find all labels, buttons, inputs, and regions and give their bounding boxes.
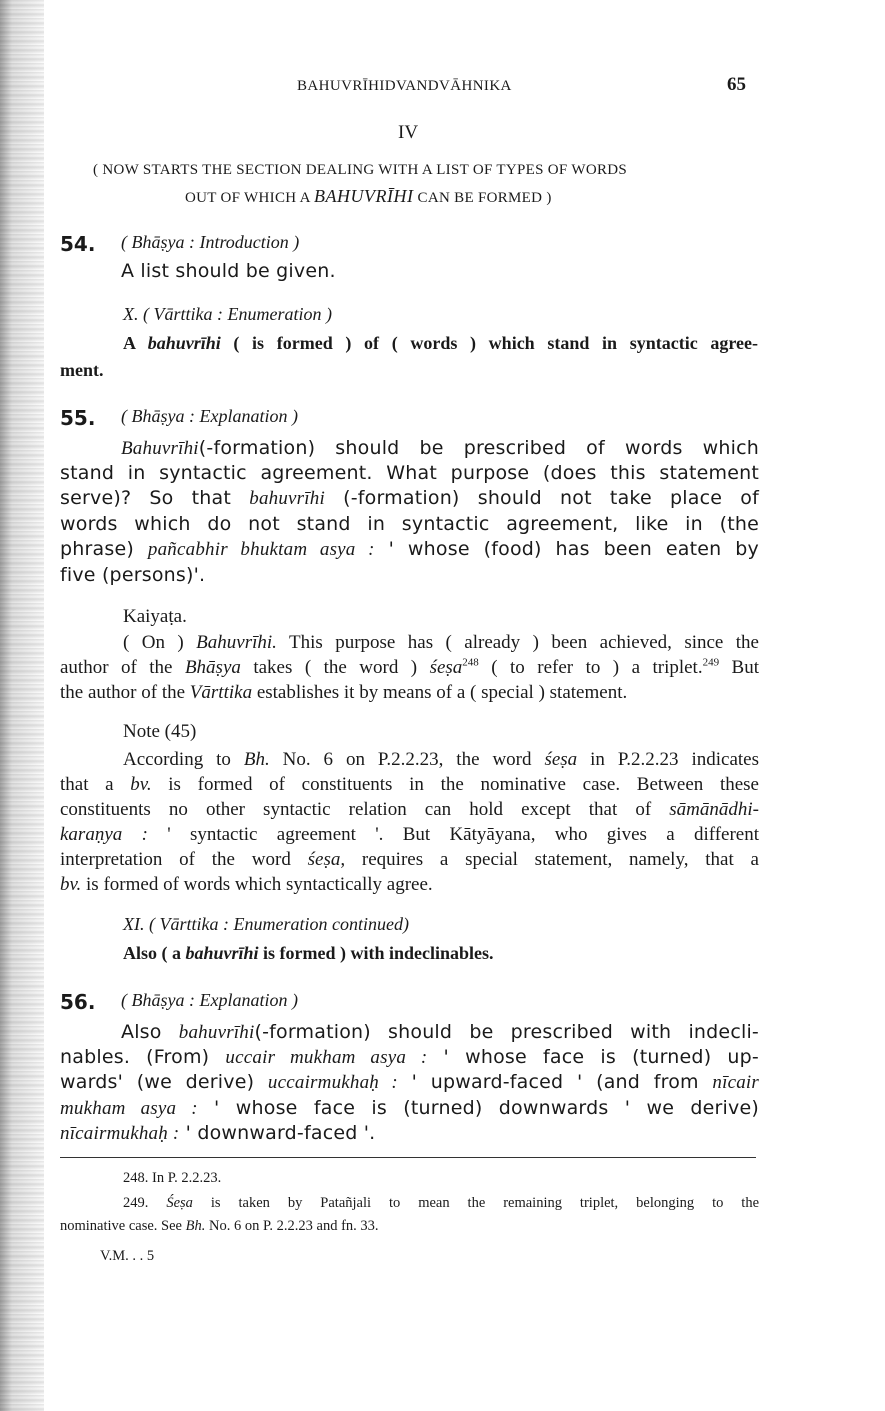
text-line: interpretation of the word śeṣa, requires a special statement, namely, that a — [60, 849, 759, 870]
kaiyata-heading: Kaiyaṭa. — [123, 606, 187, 627]
footnote-249-cont: nominative case. See Bh. No. 6 on P. 2.2.23 and fn. 33. — [60, 1218, 379, 1234]
text-line: A list should be given. — [121, 260, 336, 282]
footnote-divider — [60, 1157, 756, 1158]
text-line: mukham asya : ' whose face is (turned) downwards ' we derive) — [60, 1097, 759, 1119]
text-line: phrase) pañcabhir bhuktam asya : ' whose (food) has been eaten by — [60, 538, 759, 560]
text-line: words which do not stand in syntactic agreement, like in (the — [60, 513, 759, 535]
text-line: wards' (we derive) uccairmukhaḥ : ' upward-faced ' (and from nīcair — [60, 1071, 760, 1093]
section-heading-line1: ( NOW STARTS THE SECTION DEALING WITH A LIST OF TYPES OF WORDS — [93, 162, 628, 178]
text-line: ( On ) Bahuvrīhi. This purpose has ( already ) been achieved, since the — [123, 632, 759, 653]
footnote-248: 248. In P. 2.2.23. — [123, 1170, 222, 1186]
text-line: stand in syntactic agreement. What purpose (does this statement — [60, 462, 759, 484]
varttika-heading-x: X. ( Vārttika : Enumeration ) — [123, 304, 332, 324]
text-line: bv. is formed of words which syntactically agree. — [60, 874, 433, 895]
footnote-249: 249. Śeṣa is taken by Patañjali to mean the remaining triplet, belonging to the — [123, 1195, 760, 1211]
text-line: Also bahuvrīhi(-formation) should be prescribed with indecli- — [121, 1021, 759, 1043]
text-line: nīcairmukhaḥ : ' downward-faced '. — [60, 1122, 376, 1144]
text-line: author of the Bhāṣya takes ( the word ) śeṣa$^{248}$ ( to refer to ) a triplet.$^{249}$ But — [60, 656, 759, 678]
note-heading: Note (45) — [123, 721, 197, 742]
text-line: that a bv. is formed of constituents in the nominative case. Between these — [60, 774, 759, 795]
signature-mark: V.M. . . 5 — [100, 1248, 155, 1264]
page-edge-shadow — [0, 0, 44, 1411]
text-line: the author of the Vārttika establishes it by means of a ( special ) statement. — [60, 682, 628, 703]
section-number-56: 56. — [60, 990, 96, 1014]
varttika-text-line: Also ( a bahuvrīhi is formed ) with indeclinables. — [123, 943, 494, 963]
section-number-55: 55. — [60, 406, 96, 430]
bhasya-heading-54: ( Bhāṣya : Introduction ) — [121, 232, 300, 252]
section-number-54: 54. — [60, 232, 96, 256]
text-line: nables. (From) uccair mukham asya : ' whose face is (turned) up- — [60, 1046, 759, 1068]
section-roman-numeral: IV — [398, 122, 419, 143]
bhasya-heading-56: ( Bhāṣya : Explanation ) — [121, 990, 298, 1010]
text-line: five (persons)'. — [60, 564, 206, 586]
text-line: serve)? So that bahuvrīhi (-formation) should not take place of — [60, 487, 760, 509]
varttika-text-line: A bahuvrīhi ( is formed ) of ( words ) which stand in syntactic agree- — [123, 333, 759, 353]
text-line: According to Bh. No. 6 on P.2.2.23, the word śeṣa in P.2.2.23 indicates — [123, 749, 759, 770]
section-heading-line2: OUT OF WHICH A BAHUVRĪHI CAN BE FORMED ) — [185, 186, 552, 206]
varttika-heading-xi: XI. ( Vārttika : Enumeration continued) — [123, 914, 409, 934]
text-line: constituents no other syntactic relation can hold except that of sāmānādhi- — [60, 799, 759, 820]
text-line: karaṇya : ' syntactic agreement '. But Kātyāyana, who gives a different — [60, 824, 760, 845]
bhasya-heading-55: ( Bhāṣya : Explanation ) — [121, 406, 298, 426]
page-number: 65 — [727, 74, 746, 95]
text-line: Bahuvrīhi(-formation) should be prescribed of words which — [121, 437, 759, 459]
varttika-text-line: ment. — [60, 360, 104, 380]
running-title: BAHUVRĪHIDVANDVĀHNIKA — [297, 78, 512, 94]
